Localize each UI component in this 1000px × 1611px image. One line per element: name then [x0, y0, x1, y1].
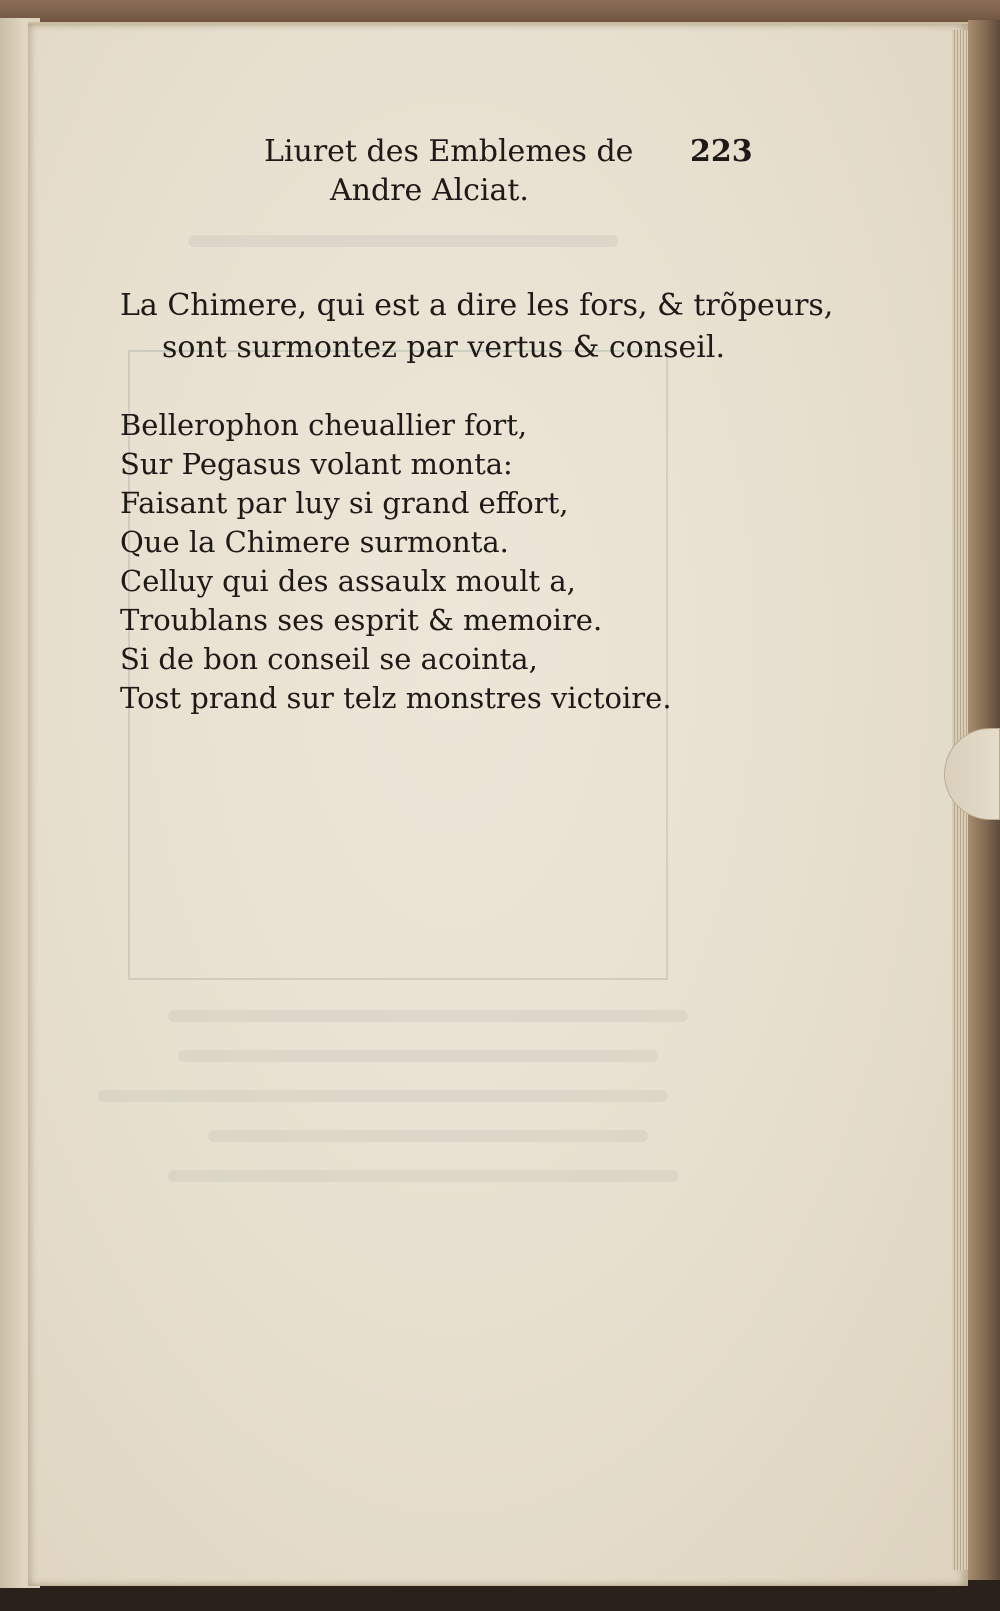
emblem-motto-line2: sont surmontez par vertus & conseil. [162, 330, 726, 365]
emblem-motto-line1: La Chimere, qui est a dire les fors, & trõpeurs, [120, 288, 834, 323]
verse-line: Si de bon conseil se acointa, [120, 642, 538, 676]
verse-line: Troublans ses esprit & memoire. [120, 603, 603, 637]
verse-line: Faisant par luy si grand effort, [120, 486, 569, 520]
running-head-author: Andre Alciat. [330, 173, 529, 208]
verse-line: Que la Chimere surmonta. [120, 525, 509, 559]
verse-line: Sur Pegasus volant monta: [120, 447, 513, 481]
page-number: 223 [690, 134, 753, 169]
verse-line: Celluy qui des assaulx moult a, [120, 564, 576, 598]
verse-line: Tost prand sur telz monstres victoire. [120, 681, 672, 715]
running-head: Liuret des Emblemes de [264, 134, 634, 169]
verse-line: Bellerophon cheuallier fort, [120, 408, 528, 442]
